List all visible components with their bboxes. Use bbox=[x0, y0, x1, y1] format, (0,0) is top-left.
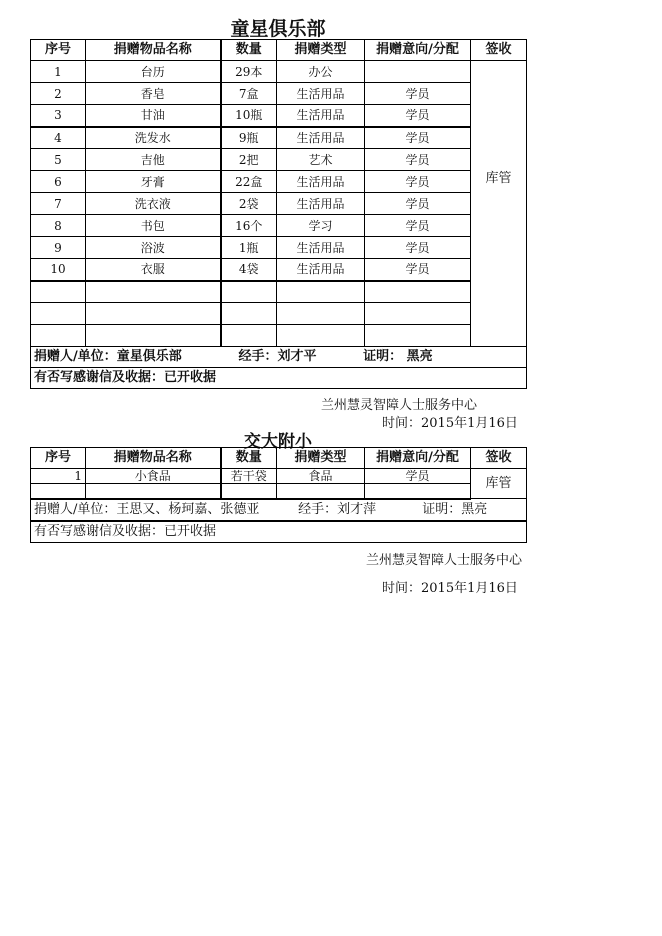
signer-cell: 库管 bbox=[471, 469, 527, 499]
header-no: 序号 bbox=[31, 448, 86, 469]
row-qty: 16个 bbox=[221, 215, 277, 237]
row-type: 生活用品 bbox=[277, 171, 365, 193]
row-item: 台历 bbox=[86, 61, 221, 83]
row-type: 艺术 bbox=[277, 149, 365, 171]
donor-row bbox=[31, 499, 527, 521]
row-type: 食品 bbox=[277, 469, 365, 484]
empty-cell bbox=[31, 484, 86, 499]
empty-cell bbox=[365, 303, 471, 325]
signer-cell: 库管 bbox=[471, 61, 527, 347]
row-intent: 学员 bbox=[365, 127, 471, 149]
empty-cell bbox=[277, 303, 365, 325]
row-item: 浴波 bbox=[86, 237, 221, 259]
thanks-text: 有否写感谢信及收据：已开收据 bbox=[31, 521, 527, 543]
row-type: 生活用品 bbox=[277, 237, 365, 259]
row-intent: 学员 bbox=[365, 149, 471, 171]
empty-cell bbox=[221, 484, 277, 499]
row-item: 香皂 bbox=[86, 83, 221, 105]
empty-cell bbox=[221, 303, 277, 325]
witness-text: 证明： 黑亮 bbox=[363, 349, 433, 364]
row-no: 5 bbox=[31, 149, 86, 171]
org-name: 兰州慧灵智障人士服务中心 bbox=[366, 553, 523, 568]
header-qty: 数量 bbox=[221, 448, 277, 469]
row-type: 生活用品 bbox=[277, 105, 365, 127]
date-text: 时间：2015年1月16日 bbox=[382, 416, 518, 431]
header-intent: 捐赠意向/分配 bbox=[365, 40, 471, 61]
row-no: 8 bbox=[31, 215, 86, 237]
row-no: 9 bbox=[31, 237, 86, 259]
row-type: 生活用品 bbox=[277, 83, 365, 105]
row-no: 3 bbox=[31, 105, 86, 127]
empty-cell bbox=[277, 325, 365, 347]
row-item: 洗发水 bbox=[86, 127, 221, 149]
empty-cell bbox=[221, 281, 277, 303]
header-item: 捐赠物品名称 bbox=[86, 448, 221, 469]
thanks-text: 有否写感谢信及收据：已开收据 bbox=[31, 368, 527, 389]
handler-text: 经手：刘才萍 bbox=[298, 501, 377, 517]
row-qty: 2把 bbox=[221, 149, 277, 171]
row-no: 1 bbox=[31, 469, 86, 484]
row-qty: 22盒 bbox=[221, 171, 277, 193]
section1-table bbox=[30, 39, 527, 389]
header-type: 捐赠类型 bbox=[277, 40, 365, 61]
row-item: 书包 bbox=[86, 215, 221, 237]
row-item: 洗衣液 bbox=[86, 193, 221, 215]
row-item: 牙膏 bbox=[86, 171, 221, 193]
empty-cell bbox=[31, 303, 86, 325]
row-qty: 4袋 bbox=[221, 259, 277, 281]
row-qty: 29本 bbox=[221, 61, 277, 83]
row-type: 生活用品 bbox=[277, 193, 365, 215]
row-no: 7 bbox=[31, 193, 86, 215]
row-item: 甘油 bbox=[86, 105, 221, 127]
empty-cell bbox=[86, 484, 221, 499]
row-no: 1 bbox=[31, 61, 86, 83]
row-qty: 若干袋 bbox=[221, 469, 277, 484]
row-no: 4 bbox=[31, 127, 86, 149]
empty-cell bbox=[365, 325, 471, 347]
section1-title: 童星俱乐部 bbox=[230, 18, 326, 40]
empty-cell bbox=[86, 325, 221, 347]
empty-cell bbox=[86, 303, 221, 325]
donor-row bbox=[31, 347, 527, 368]
row-no: 10 bbox=[31, 259, 86, 281]
row-qty: 9瓶 bbox=[221, 127, 277, 149]
row-type: 学习 bbox=[277, 215, 365, 237]
row-item: 吉他 bbox=[86, 149, 221, 171]
row-qty: 1瓶 bbox=[221, 237, 277, 259]
header-sign: 签收 bbox=[471, 448, 527, 469]
row-intent: 学员 bbox=[365, 105, 471, 127]
header-item: 捐赠物品名称 bbox=[86, 40, 221, 61]
date-text: 时间：2015年1月16日 bbox=[382, 581, 518, 596]
empty-cell bbox=[365, 281, 471, 303]
header-intent: 捐赠意向/分配 bbox=[365, 448, 471, 469]
row-qty: 7盒 bbox=[221, 83, 277, 105]
row-qty: 2袋 bbox=[221, 193, 277, 215]
row-intent: 学员 bbox=[365, 193, 471, 215]
empty-cell bbox=[221, 325, 277, 347]
row-no: 6 bbox=[31, 171, 86, 193]
row-item: 小食品 bbox=[86, 469, 221, 484]
witness-text: 证明：黑亮 bbox=[422, 501, 488, 517]
header-qty: 数量 bbox=[221, 40, 277, 61]
row-intent: 学员 bbox=[365, 83, 471, 105]
row-qty: 10瓶 bbox=[221, 105, 277, 127]
empty-cell bbox=[365, 484, 471, 499]
handler-text: 经手：刘才平 bbox=[238, 349, 317, 364]
row-intent: 学员 bbox=[365, 469, 471, 484]
row-type: 生活用品 bbox=[277, 127, 365, 149]
row-intent: 学员 bbox=[365, 259, 471, 281]
header-sign: 签收 bbox=[471, 40, 527, 61]
row-intent: 学员 bbox=[365, 237, 471, 259]
row-type: 办公 bbox=[277, 61, 365, 83]
donor-text: 捐赠人/单位：王思又、杨珂嘉、张德亚 bbox=[34, 501, 260, 517]
row-item: 衣服 bbox=[86, 259, 221, 281]
row-intent: 学员 bbox=[365, 215, 471, 237]
section2-table bbox=[30, 447, 527, 543]
header-no: 序号 bbox=[31, 40, 86, 61]
row-no: 2 bbox=[31, 83, 86, 105]
empty-cell bbox=[277, 281, 365, 303]
section2-title: 交大附小 bbox=[244, 432, 312, 452]
row-intent bbox=[365, 61, 471, 83]
row-intent: 学员 bbox=[365, 171, 471, 193]
row-type: 生活用品 bbox=[277, 259, 365, 281]
donor-text: 捐赠人/单位：童星俱乐部 bbox=[34, 349, 182, 364]
org-name: 兰州慧灵智障人士服务中心 bbox=[321, 398, 478, 413]
empty-cell bbox=[277, 484, 365, 499]
header-type: 捐赠类型 bbox=[277, 448, 365, 469]
empty-cell bbox=[86, 281, 221, 303]
empty-cell bbox=[31, 325, 86, 347]
empty-cell bbox=[31, 281, 86, 303]
